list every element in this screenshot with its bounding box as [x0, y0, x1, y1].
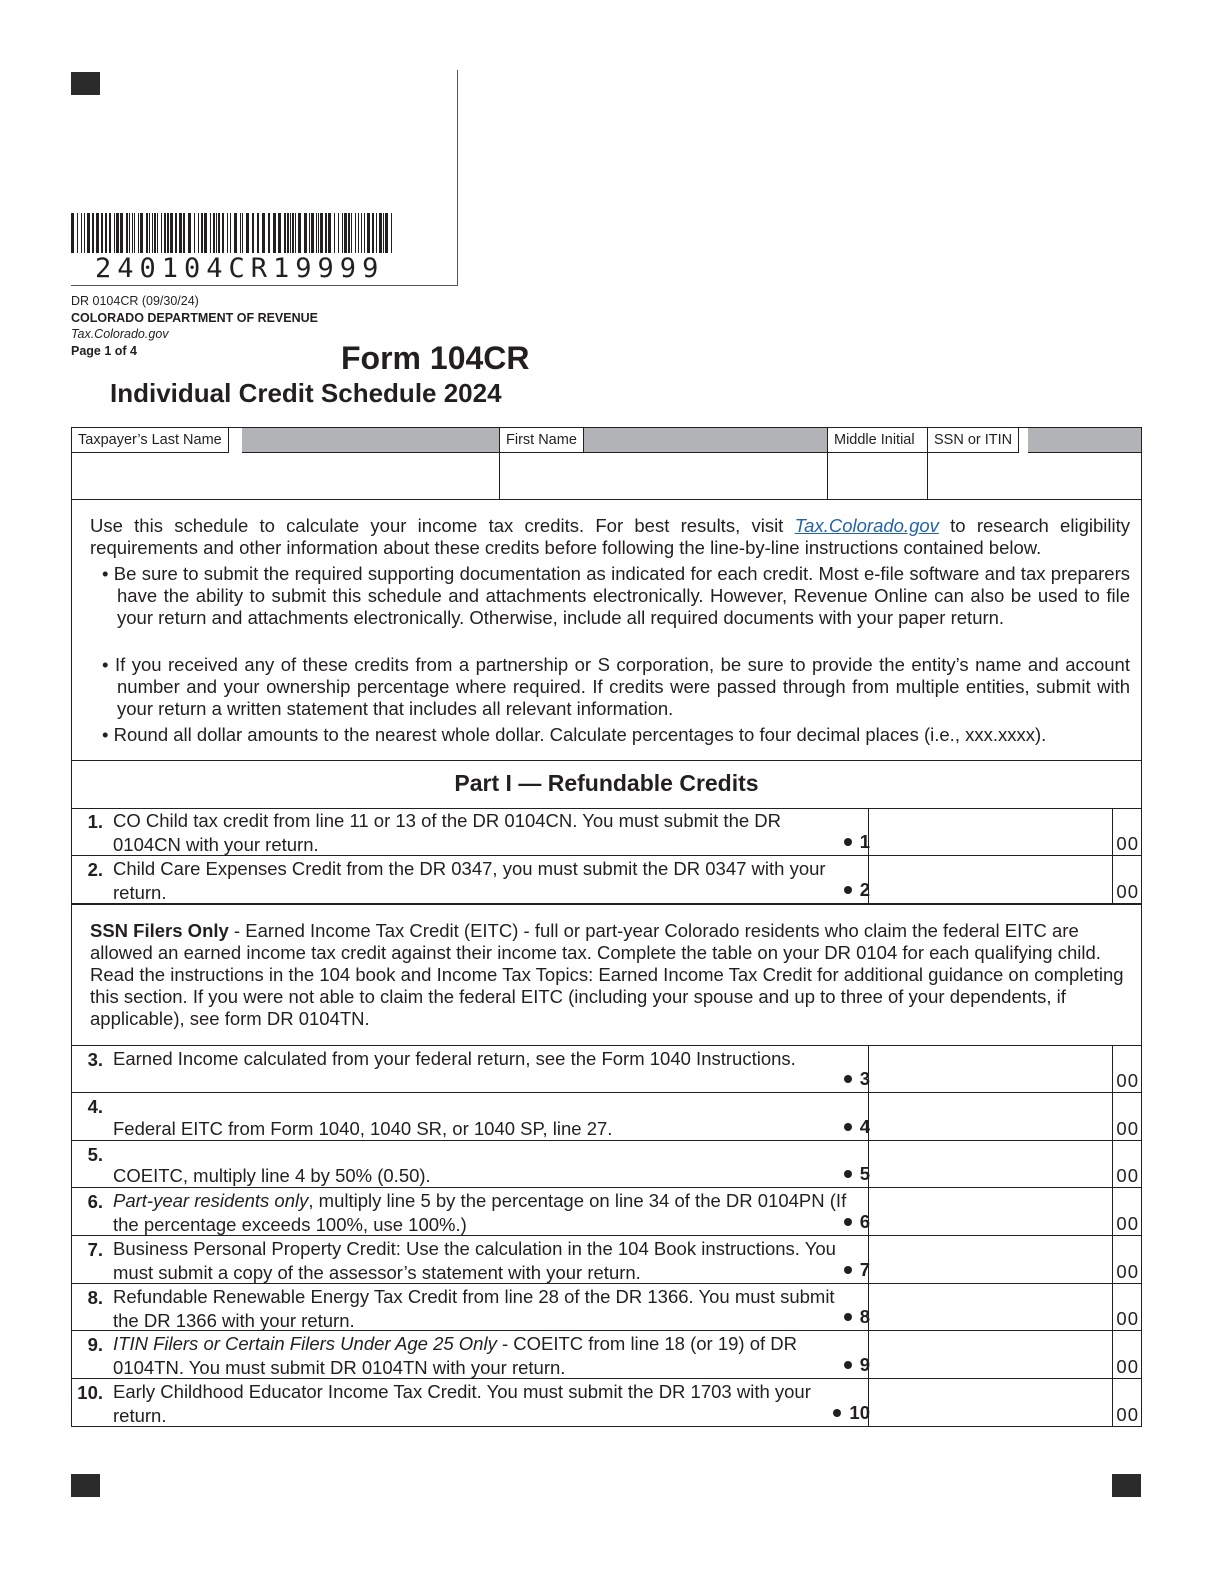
- line-2-amount-field[interactable]: [869, 856, 1113, 903]
- line-1-amount-field[interactable]: [869, 808, 1113, 855]
- intro-paragraph: Use this schedule to calculate your income tax credits. For best results, visit Tax.Colorado.gov to research eligibility requirements and other information about these credits before following the line-by-line instructions contained below.: [90, 515, 1130, 558]
- line-marker: 3: [844, 1067, 870, 1090]
- line-amount-box: [868, 1236, 1142, 1283]
- page-number: Page 1 of 4: [71, 344, 137, 358]
- bullet-dot-icon: [844, 1170, 852, 1178]
- line-number: 10.: [77, 1382, 103, 1403]
- line-cents: 00: [1116, 1165, 1139, 1186]
- line-amount-box: [868, 1331, 1142, 1378]
- line-description: Business Personal Property Credit: Use the calculation in the 104 Book instructions. You must submit a copy of the assessor’s statement with your return.: [113, 1238, 836, 1283]
- line-number: 1.: [87, 811, 103, 832]
- line-9-amount-field[interactable]: [869, 1331, 1113, 1378]
- line-amount-box: [868, 856, 1142, 903]
- line-3-amount-field[interactable]: [869, 1046, 1113, 1092]
- line-marker: 8: [844, 1305, 870, 1328]
- line-marker: 10: [833, 1401, 870, 1424]
- bullet-dot-icon: [844, 1218, 852, 1226]
- intro-bullet-3: • Round all dollar amounts to the nearest whole dollar. Calculate percentages to four decimal places (i.e., xxx.xxxx).: [102, 724, 1047, 745]
- bullet-dot-icon: [844, 1266, 852, 1274]
- line-description: ITIN Filers or Certain Filers Under Age 25 Only - COEITC from line 18 (or 19) of DR 0104TN. You must submit DR 0104TN with your return.: [113, 1333, 798, 1378]
- line-description: Early Childhood Educator Income Tax Credit. You must submit the DR 1703 with your return.: [113, 1381, 811, 1426]
- line-marker: 2: [844, 878, 870, 901]
- line-description-emphasis: ITIN Filers or Certain Filers Under Age 25 Only: [113, 1333, 497, 1354]
- intro-bullet-2: • If you received any of these credits from a partnership or S corporation, be sure to provide the entity’s name and account number and your ownership percentage where required. If credits were passed through from multiple entities, submit with your return a written statement that includes all relevant information.: [102, 654, 1130, 719]
- first-name-field[interactable]: [500, 453, 827, 499]
- line-cents: 00: [1116, 1261, 1139, 1282]
- line-marker: 9: [844, 1353, 870, 1376]
- bullet-dot-icon: [844, 1361, 852, 1369]
- middle-initial-field[interactable]: [828, 453, 927, 499]
- ssn-cell: [928, 428, 1141, 499]
- line-6-amount-field[interactable]: [869, 1188, 1113, 1235]
- line-2-row: [71, 856, 1142, 904]
- bullet-dot-icon: [844, 1313, 852, 1321]
- bullet-dot-icon: [844, 1075, 852, 1083]
- divider: [71, 760, 1142, 761]
- bullet-dot-icon: [833, 1409, 841, 1417]
- line-8-amount-field[interactable]: [869, 1284, 1113, 1330]
- line-cents: 00: [1116, 881, 1139, 902]
- bullet-dot-icon: [844, 1123, 852, 1131]
- line-number: 7.: [87, 1239, 103, 1260]
- line-amount-box: [868, 1093, 1142, 1140]
- registration-mark-bottom-left: [71, 1474, 100, 1497]
- line-4-amount-field[interactable]: [869, 1093, 1113, 1140]
- last-name-cell: [72, 428, 500, 499]
- line-description: Child Care Expenses Credit from the DR 0347, you must submit the DR 0347 with your return.: [113, 858, 826, 903]
- line-6-row: [71, 1188, 1142, 1236]
- line-cents: 00: [1116, 1070, 1139, 1091]
- department-name: COLORADO DEPARTMENT OF REVENUE: [71, 311, 318, 325]
- line-number: 9.: [87, 1334, 103, 1355]
- line-7-row: [71, 1236, 1142, 1284]
- first-name-cell: [500, 428, 828, 499]
- line-1-row: [71, 808, 1142, 856]
- line-description: Federal EITC from Form 1040, 1040 SR, or 1040 SP, line 27.: [113, 1117, 613, 1139]
- line-marker: 6: [844, 1210, 870, 1233]
- line-5-amount-field[interactable]: [869, 1141, 1113, 1187]
- line-marker: 1: [844, 830, 870, 853]
- line-5-row: [71, 1141, 1142, 1188]
- last-name-label: Taxpayer’s Last Name: [72, 428, 229, 453]
- line-marker: 4: [844, 1115, 870, 1138]
- line-3-row: [71, 1046, 1142, 1093]
- line-description: Refundable Renewable Energy Tax Credit from line 28 of the DR 1366. You must submit the DR 1366 with your return.: [113, 1286, 835, 1331]
- line-number: 5.: [87, 1144, 103, 1165]
- form-title: Form 104CR: [341, 340, 530, 376]
- line-amount-box: [868, 808, 1142, 855]
- first-name-label: First Name: [500, 428, 584, 453]
- form-subtitle: Individual Credit Schedule 2024: [110, 378, 502, 408]
- ssn-filers-paragraph: SSN Filers Only - Earned Income Tax Credit (EITC) - full or part-year Colorado residents who claim the federal EITC are allowed an earned income tax credit against their income tax. Complete the table on your DR 0104 for each qualifying child. Read the instructions in the 104 book and Income Tax Topics: Earned Income Tax Credit for additional guidance on completing this section. If you were not able to claim the federal EITC (including your spouse and up to three of your dependents, if applicable), see form DR 0104TN.: [90, 920, 1124, 1029]
- line-marker: 7: [844, 1258, 870, 1281]
- line-number: 2.: [87, 859, 103, 880]
- line-amount-box: [868, 1379, 1142, 1426]
- line-description-emphasis: Part-year residents only: [113, 1190, 309, 1211]
- form-code: DR 0104CR (09/30/24): [71, 294, 199, 308]
- taxpayer-info-table: [71, 427, 1142, 500]
- line-amount-box: [868, 1188, 1142, 1235]
- bullet-dot-icon: [844, 886, 852, 894]
- intro-bullet-1: • Be sure to submit the required supporting documentation as indicated for each credit. Most e-file software and tax preparers have the ability to submit this schedule and attachments electronically. However, Revenue Online can also be used to file your return and attachments electronically. Otherwise, include all required documents with your paper return.: [102, 563, 1130, 628]
- line-8-row: [71, 1284, 1142, 1331]
- line-description: Part-year residents only, multiply line 5 by the percentage on line 34 of the DR 0104PN (If the percentage exceeds 100%, use 100%.): [113, 1190, 847, 1235]
- line-marker: 5: [844, 1162, 870, 1185]
- tax-colorado-link[interactable]: Tax.Colorado.gov: [794, 515, 939, 536]
- line-cents: 00: [1116, 1356, 1139, 1377]
- line-number: 8.: [87, 1287, 103, 1308]
- line-10-row: [71, 1379, 1142, 1427]
- middle-initial-label: Middle Initial: [828, 428, 927, 453]
- line-4-row: [71, 1093, 1142, 1141]
- registration-mark-bottom-right: [1112, 1474, 1141, 1497]
- line-number: 3.: [87, 1049, 103, 1070]
- line-description: Earned Income calculated from your federal return, see the Form 1040 Instructions.: [113, 1048, 796, 1069]
- line-9-row: [71, 1331, 1142, 1379]
- line-description: COEITC, multiply line 4 by 50% (0.50).: [113, 1164, 431, 1186]
- line-cents: 00: [1116, 1213, 1139, 1234]
- line-cents: 00: [1116, 1118, 1139, 1139]
- line-amount-box: [868, 1046, 1142, 1092]
- department-website: Tax.Colorado.gov: [71, 327, 169, 341]
- line-number: 6.: [87, 1191, 103, 1212]
- line-amount-box: [868, 1284, 1142, 1330]
- part-1-title: Part I — Refundable Credits: [454, 770, 759, 796]
- line-cents: 00: [1116, 1404, 1139, 1425]
- last-name-field[interactable]: [72, 453, 499, 499]
- divider: [71, 904, 1142, 905]
- line-7-amount-field[interactable]: [869, 1236, 1113, 1283]
- bullet-dot-icon: [844, 838, 852, 846]
- barcode-area: [71, 70, 458, 286]
- ssn-field[interactable]: [928, 453, 1141, 499]
- line-number: 4.: [87, 1096, 103, 1117]
- line-amount-box: [868, 1141, 1142, 1187]
- line-cents: 00: [1116, 833, 1139, 854]
- line-10-amount-field[interactable]: [869, 1379, 1113, 1426]
- barcode-icon: [71, 213, 397, 253]
- line-description: CO Child tax credit from line 11 or 13 of the DR 0104CN. You must submit the DR 0104CN with your return.: [113, 810, 782, 855]
- line-cents: 00: [1116, 1308, 1139, 1329]
- middle-initial-cell: [828, 428, 928, 499]
- ssn-label: SSN or ITIN: [928, 428, 1019, 453]
- barcode-number: 240104CR19999: [95, 253, 385, 284]
